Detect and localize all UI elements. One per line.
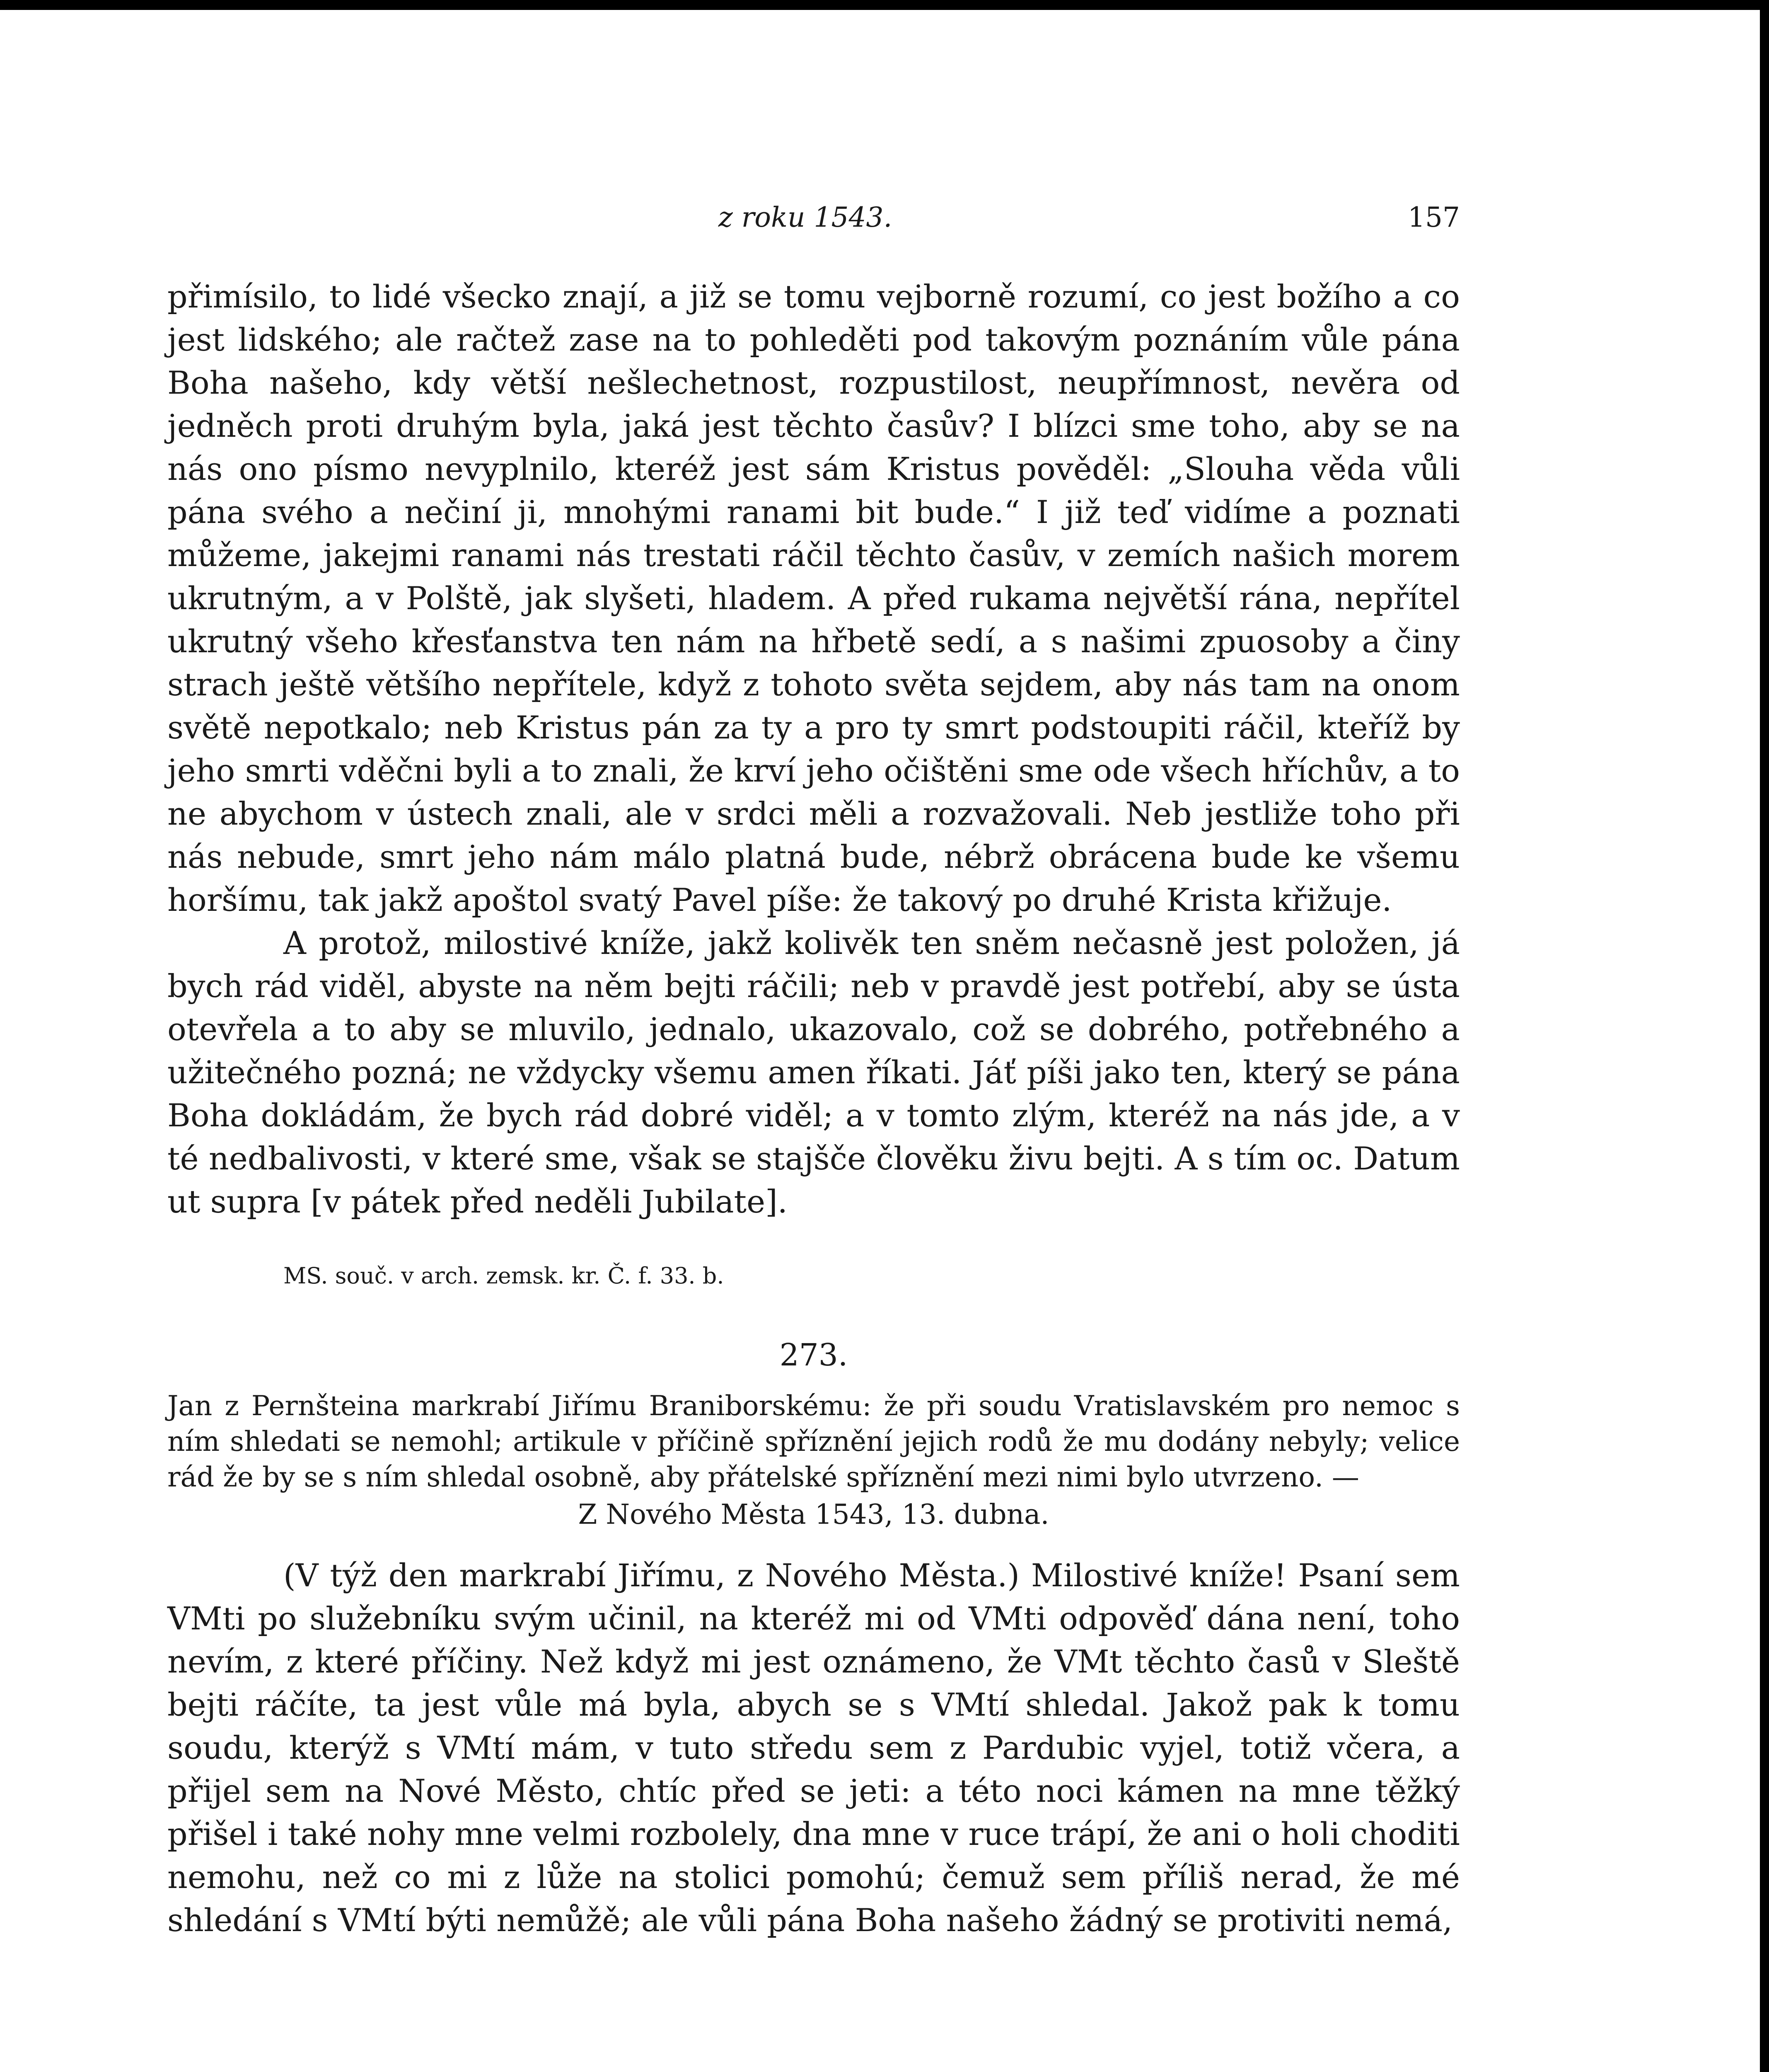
letter-273-regest: Jan z Pernšteina markrabí Jiřímu Braniborskému: že při soudu Vratislavském pro nemoc s ním shledati se nemohl; artikule v příčině spříznění jejich rodů že mu dodány nebyly; velice rád že by se s ním shledal osobně, aby přátelské spříznění mezi nimi bylo utvrzeno. — bbox=[167, 1390, 1460, 1493]
source-note: MS. souč. v arch. zemsk. kr. Č. f. 33. b. bbox=[283, 1263, 724, 1289]
letter-272-body bbox=[167, 275, 1460, 1223]
running-title: z roku 1543. bbox=[718, 201, 892, 233]
page-header bbox=[167, 199, 1460, 236]
letter-272-paragraph-2: A protož, milostivé kníže, jakž kolivěk ten sněm nečasně jest položen, já bych rád viděl, abyste na něm bejti ráčili; neb v pravdě jest potřebí, aby se ústa otevřela a to aby se mluvilo, jednalo, ukazovalo, což se dobrého, potřebného a užitečného pozná; ne vždycky všemu amen říkati. Jáť píši jako ten, který se pána Boha dokládám, že bych rád dobré viděl; a v tomto zlým, kteréž na nás jde, a v té nedbalivosti, v které sme, však se stajšče člověku živu bejti. A s tím oc. Datum ut supra [v pátek před neděli Jubilate]. bbox=[167, 925, 1460, 1220]
page-number: 157 bbox=[1408, 201, 1460, 233]
letter-272-paragraph-1: přimísilo, to lidé všecko znají, a již se tomu vejborně rozumí, co jest božího a co jest lidského; ale račtež zase na to pohleděti pod takovým poznáním vůle pána Boha našeho, kdy větší nešlechetnost, rozpustilost, neupřímnost, nevěra od jedněch proti druhým byla, jaká jest těchto časův? I blízci sme toho, aby se na nás ono písmo nevyplnilo, kteréž jest sám Kristus pověděl: „Slouha věda vůli pána svého a nečiní ji, mnohými ranami bit bude.“ I již teď vidíme a poznati můžeme, jakejmi ranami nás trestati ráčil těchto časův, v zemích našich morem ukrutným, a v Polště, jak slyšeti, hladem. A před rukama největší rána, nepřítel ukrutný všeho křesťanstva ten nám na hřbetě sedí, a s našimi zpuosoby a činy strach ještě většího nepřítele, když z tohoto světa sejdem, aby nás tam na onom světě nepotkalo; neb Kristus pán za ty a pro ty smrt podstoupiti ráčil, kteříž by jeho smrti vděčni byli a to znali, že krví jeho očištěni sme ode všech hříchův, a to ne abychom v ústech znali, ale v srdci měli a rozvažovali. Neb jestliže toho při nás nebude, smrt jeho nám málo platná bude, nébrž obrácena bude ke všemu horšímu, tak jakž apoštol svatý Pavel píše: že takový po druhé Krista křižuje. bbox=[167, 278, 1460, 918]
letter-273-body bbox=[167, 1554, 1460, 1942]
letter-273-paragraph-1: (V týž den markrabí Jiřímu, z Nového Města.) Milostivé kníže! Psaní sem VMti po služebníku svým učinil, na kteréž mi od VMti odpověď dána není, toho nevím, z které příčiny. Než když mi jest oznámeno, že VMt těchto časů v Sleště bejti ráčíte, ta jest vůle má byla, abych se s VMtí shledal. Jakož pak k tomu soudu, kterýž s VMtí mám, v tuto středu sem z Pardubic vyjel, totiž včera, a přijel sem na Nové Město, chtíc před se jeti: a této noci kámen na mne těžký přišel i také nohy mne velmi rozbolely, dna mne v ruce trápí, že ani o holi choditi nemohu, než co mi z lůže na stolici pomohú; čemuž sem příliš nerad, že mé shledání s VMtí býti nemůžě; ale vůli pána Boha našeho žádný se protiviti nemá, bbox=[167, 1557, 1460, 1939]
document-number: 273. bbox=[779, 1337, 848, 1373]
letter-273-place-date: Z Nového Města 1543, 13. dubna. bbox=[578, 1498, 1049, 1530]
